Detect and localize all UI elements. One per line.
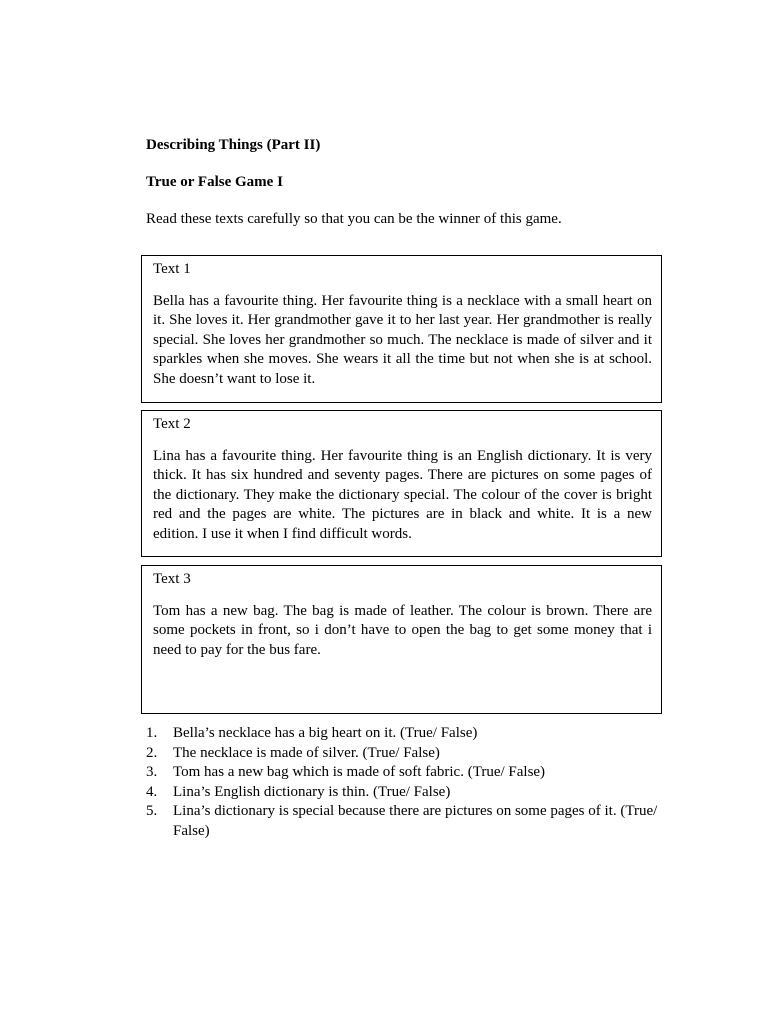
question-number: 3. <box>146 764 158 780</box>
question-text: Lina’s dictionary is special because there are pictures on some pages of it. (True/ False) <box>173 803 658 839</box>
text-box-body: Tom has a new bag. The bag is made of leather. The colour is brown. There are some pockets in front, so i don’t have to open the bag to get some money that i need to pay for the bus fare. <box>153 602 652 658</box>
question-text: Lina’s English dictionary is thin. (True/ False) <box>173 783 451 800</box>
text-box-label: Text 3 <box>153 571 191 587</box>
text-box-3 <box>141 565 662 714</box>
text-box-label: Text 2 <box>153 416 191 432</box>
question-item <box>146 802 666 841</box>
question-item <box>146 783 666 803</box>
text-box-body: Lina has a favourite thing. Her favourite thing is an English dictionary. It is very thick. It has six hundred and seventy pages. There are pictures on some pages of the dictionary. They make the dictionary special. The colour of the cover is bright red and the pages are white. The pictures are in black and white. It is a new edition. I use it when I find difficult words. <box>153 447 652 542</box>
question-number: 5. <box>146 803 158 819</box>
question-number: 4. <box>146 783 158 800</box>
text-box-1 <box>141 255 662 403</box>
text-box-body: Bella has a favourite thing. Her favourite thing is a necklace with a small heart on it. She loves it. Her grandmother gave it to her last year. Her grandmother is really special. She loves her grandmother so much. The necklace is made of silver and it sparkles when she moves. She wears it all the time but not when she is at school. She doesn’t want to lose it. <box>153 292 652 387</box>
question-number: 1. <box>146 725 158 741</box>
question-text: The necklace is made of silver. (True/ False) <box>173 744 440 761</box>
text-box-label: Text 1 <box>153 261 191 277</box>
instruction-text: Read these texts carefully so that you can be the winner of this game. <box>146 211 562 227</box>
game-title: True or False Game I <box>146 174 283 190</box>
question-item <box>146 763 666 783</box>
question-text: Bella’s necklace has a big heart on it. (True/ False) <box>173 725 478 741</box>
question-item <box>146 744 666 764</box>
question-item <box>146 724 666 744</box>
page-title: Describing Things (Part II) <box>146 137 321 153</box>
text-box-2 <box>141 410 662 557</box>
question-text: Tom has a new bag which is made of soft fabric. (True/ False) <box>173 764 546 780</box>
question-list <box>146 724 666 841</box>
question-number: 2. <box>146 744 158 761</box>
